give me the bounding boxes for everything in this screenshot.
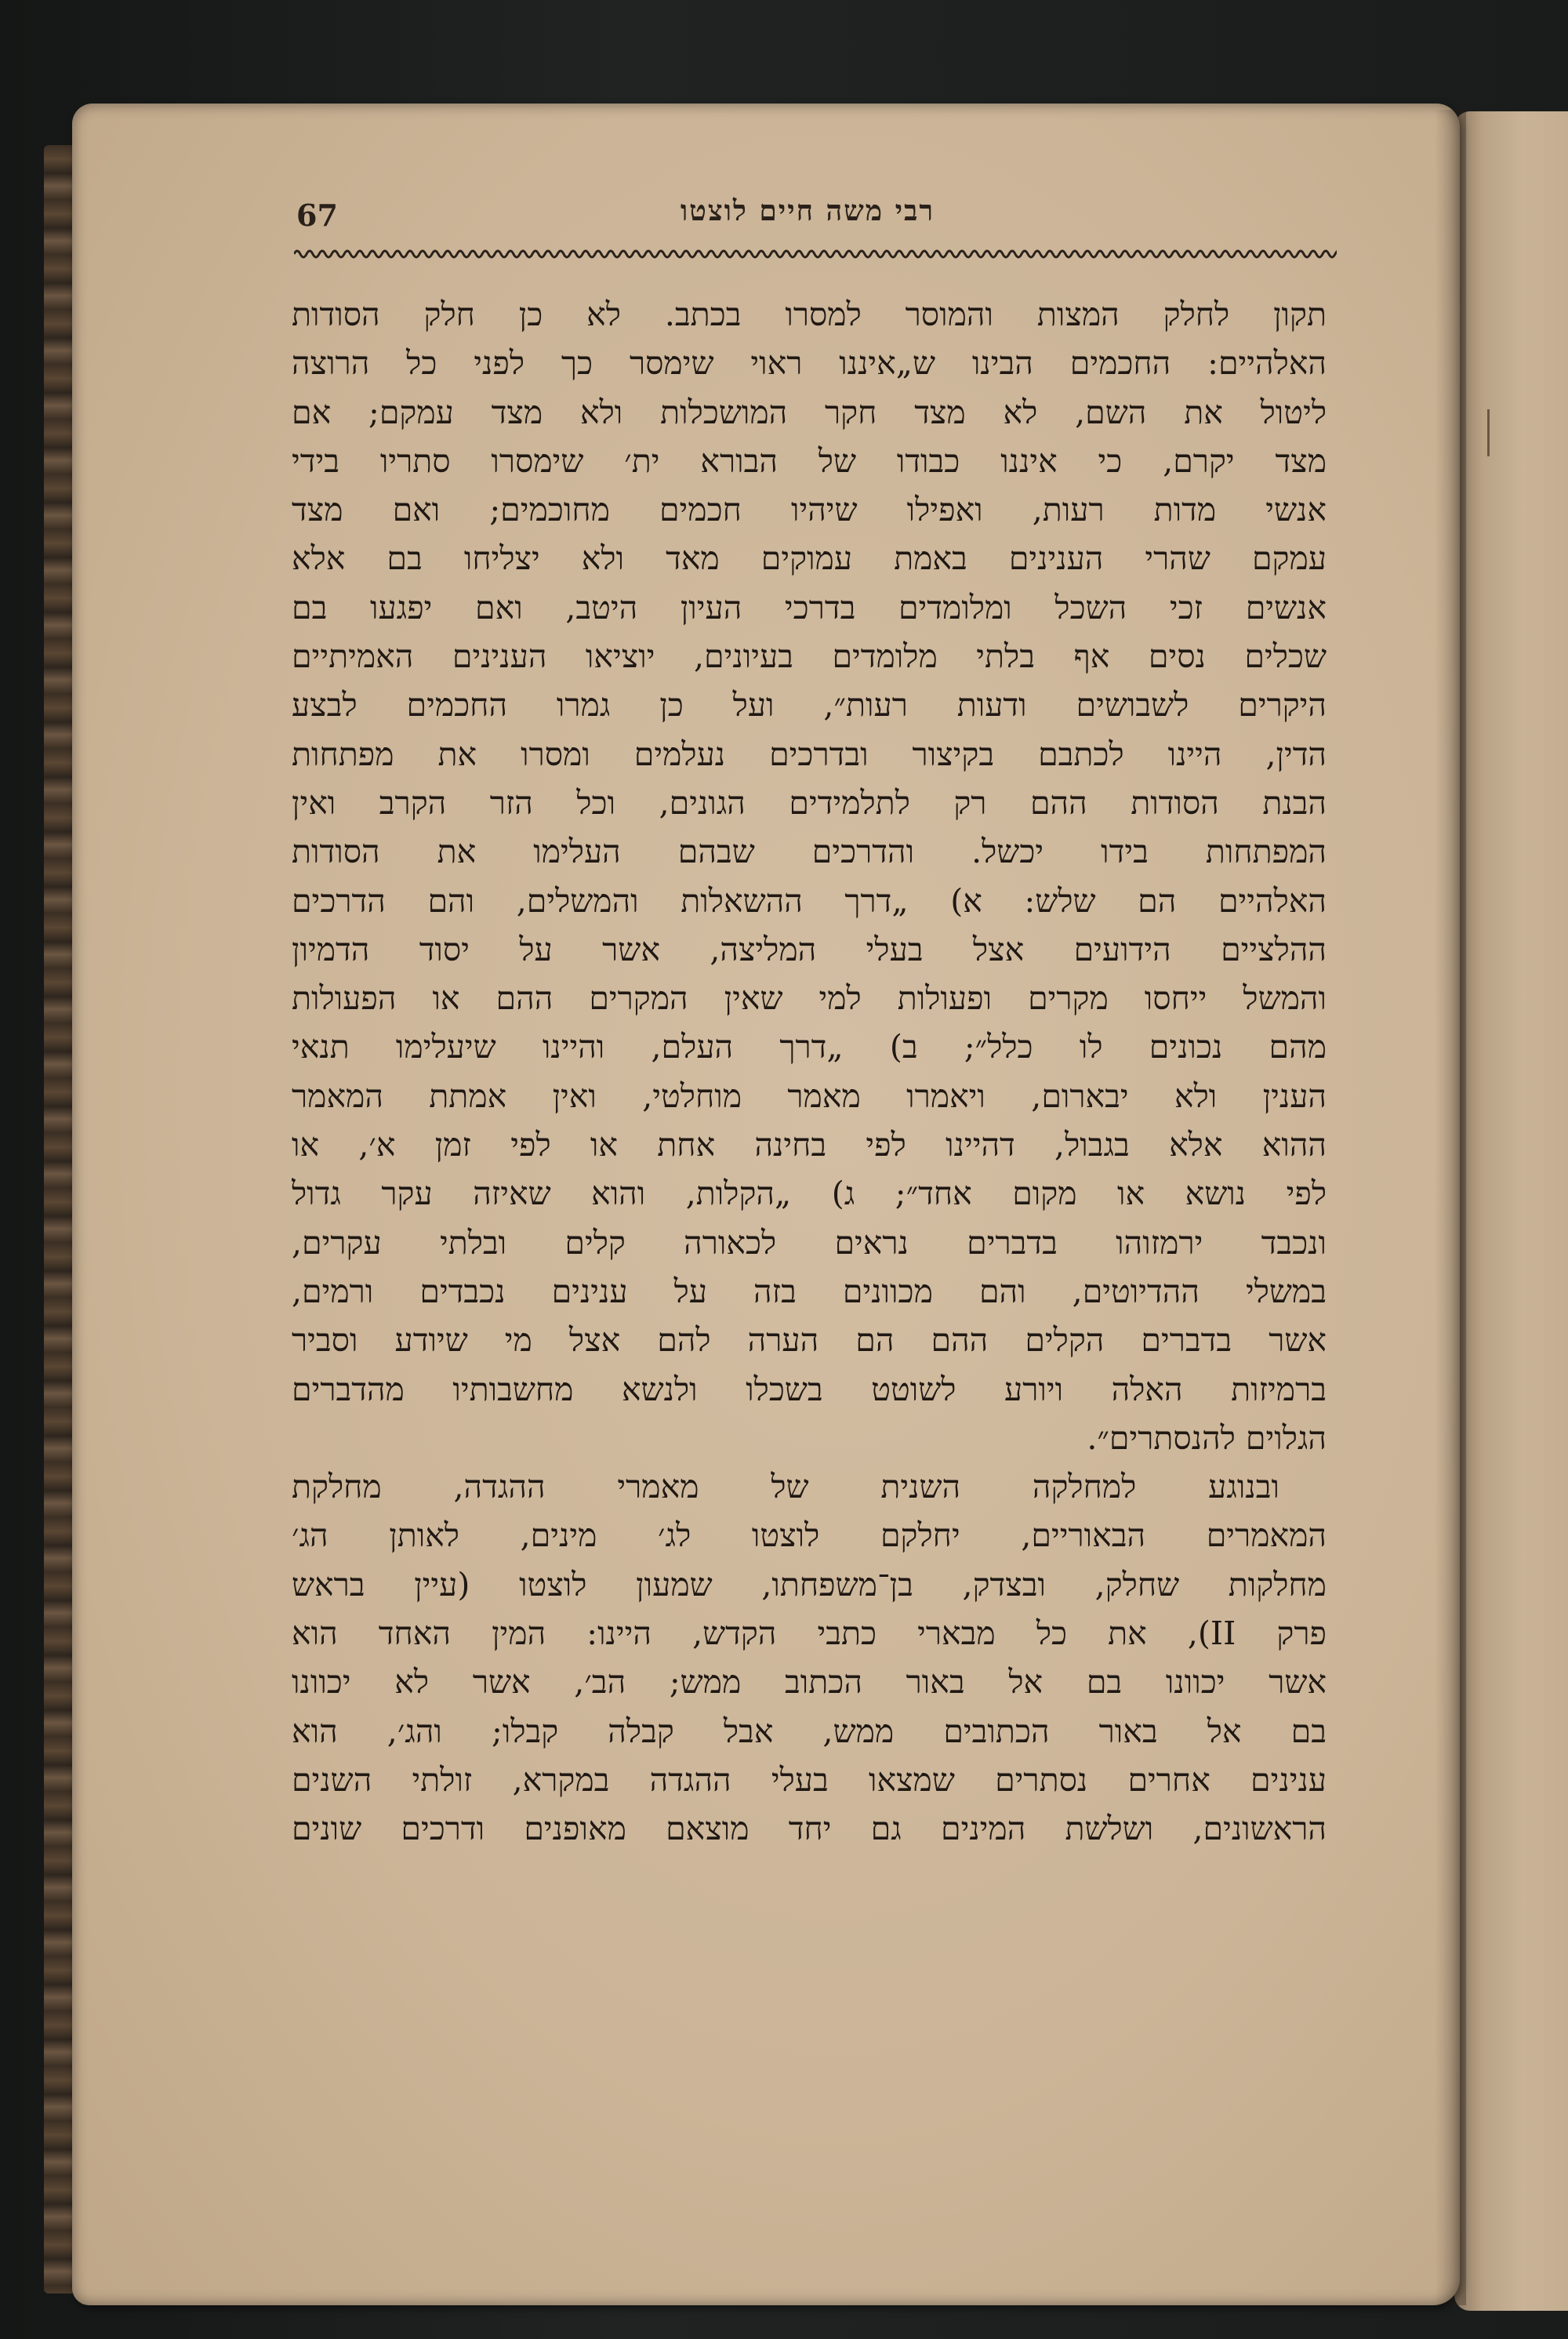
text-line: פרק II), את כל מבארי כתבי הקדש, היינו: המין האחד הוא [292,1614,1327,1653]
text-line: תקון לחלק המצות והמוסר למסרו בכתב. לא כן חלק הסודות [292,296,1327,333]
text-line: האלהיים הם שלש: א) „דרך ההשאלות והמשלים, והם הדרכים [292,881,1327,920]
text-line: הענין ולא יבארום, ויאמרו מאמר מוחלטי, ואין אמתת המאמר [292,1077,1327,1115]
text-line: בם אל באור הכתובים ממש, אבל קבלה קבלו; והג׳, הוא [292,1712,1327,1750]
text-line: אשר בדברים הקלים ההם הם הערה להם אצל מי שיודע וסביר [292,1321,1327,1360]
text-line: המאמרים הבאוריים, יחלקם לוצטו לג׳ מינים, לאותן הג׳ [292,1516,1327,1555]
text-line: האלהיים: החכמים הבינו ש„איננו ראוי שימסר כך לפני כל הרוצה [292,344,1327,383]
text-line: מחלקות שחלק, ובצדק, בן־משפחתו, שמעון לוצטו (עיין בראש [292,1565,1327,1604]
page-number: 67 [296,198,338,233]
text-line: והמשל ייחסו מקרים ופעולות למי שאין המקרים ההם או הפעולות [292,979,1327,1018]
text-line: ונכבד ירמזוהו בדברים נראים לכאורה קלים ובלתי עקרים, [292,1223,1327,1262]
text-line: המפתחות בידו יכשל. והדרכים שבהם העלימו את הסודות [292,833,1327,871]
text-line: מהם נכונים לו כלל״; ב) „דרך העלם, והיינו שיעלימו תנאי [292,1028,1327,1066]
text-line: הגלוים להנסתרים״. [1087,1418,1327,1457]
text-line: הבנת הסודות ההם רק לתלמידים הגונים, וכל הזר הקרב ואין [292,783,1327,822]
text-line: במשלי ההדיוטים, והם מכוונים בזה על ענינים נכבדים ורמים, [292,1272,1327,1310]
text-line: ליטול את השם, לא מצד חקר המושכלות ולא מצד עמקם; אם [292,393,1327,431]
text-line: ברמיזות האלה ויורע לשוטט בשכלו ולנשא מחשבותיו מהדברים [292,1370,1327,1408]
running-title: רבי משה חיים לוצטו [680,194,935,227]
text-line: ההלציים הידועים אצל בעלי המליצה, אשר על יסוד הדמיון [292,930,1327,968]
wavy-rule-divider [294,245,1337,263]
facing-page-mark [1487,409,1490,456]
text-line: מצד יקרם, כי איננו כבודו של הבורא ית׳ שימסרו סתריו בידי [292,441,1327,480]
text-line: ההוא אלא בגבול, דהיינו לפי בחינה אחת או לפי זמן א׳, או [292,1126,1327,1164]
text-line: לפי נושא או מקום אחד״; ג) „הקלות, והוא שאיזה עקר גדול [292,1175,1327,1213]
text-line: הראשונים, ושלשת המינים גם יחד מוצאם מאופנים ודרכים שונים [292,1810,1327,1848]
text-line: ענינים אחרים נסתרים שמצאו בעלי ההגדה במקרא, זולתי השנים [292,1760,1327,1799]
body-text [292,290,1327,1854]
text-line: אנשי מדות רעות, ואפילו שיהיו חכמים מחוכמים; ואם מצד [292,491,1327,529]
text-line: שכלים נסים אף בלתי מלומדים בעיונים, יוציאו הענינים האמיתיים [292,637,1327,676]
text-line: אנשים זכי השכל ומלומדים בדרכי העיון היטב, ואם יפגעו בם [292,588,1327,627]
text-line: אשר יכוונו בם אל באור הכתוב ממש; הב׳, אשר לא יכוונו [292,1663,1327,1702]
text-line: היקרים לשבושים ודעות רעות״, ועל כן גמרו החכמים לבצע [292,686,1327,725]
gutter-shadow [1435,110,1466,2305]
text-line: עמקם שהרי הענינים באמת עמוקים מאד ולא יצליחו בם אלא [292,539,1327,578]
text-line: ובנוגע למחלקה השנית של מאמרי ההגדה, מחלקת [292,1468,1279,1506]
facing-page-edge [1454,111,1568,2311]
text-line: הדין, היינו לכתבם בקיצור ובדרכים נעלמים ומסרו את מפתחות [292,735,1327,773]
